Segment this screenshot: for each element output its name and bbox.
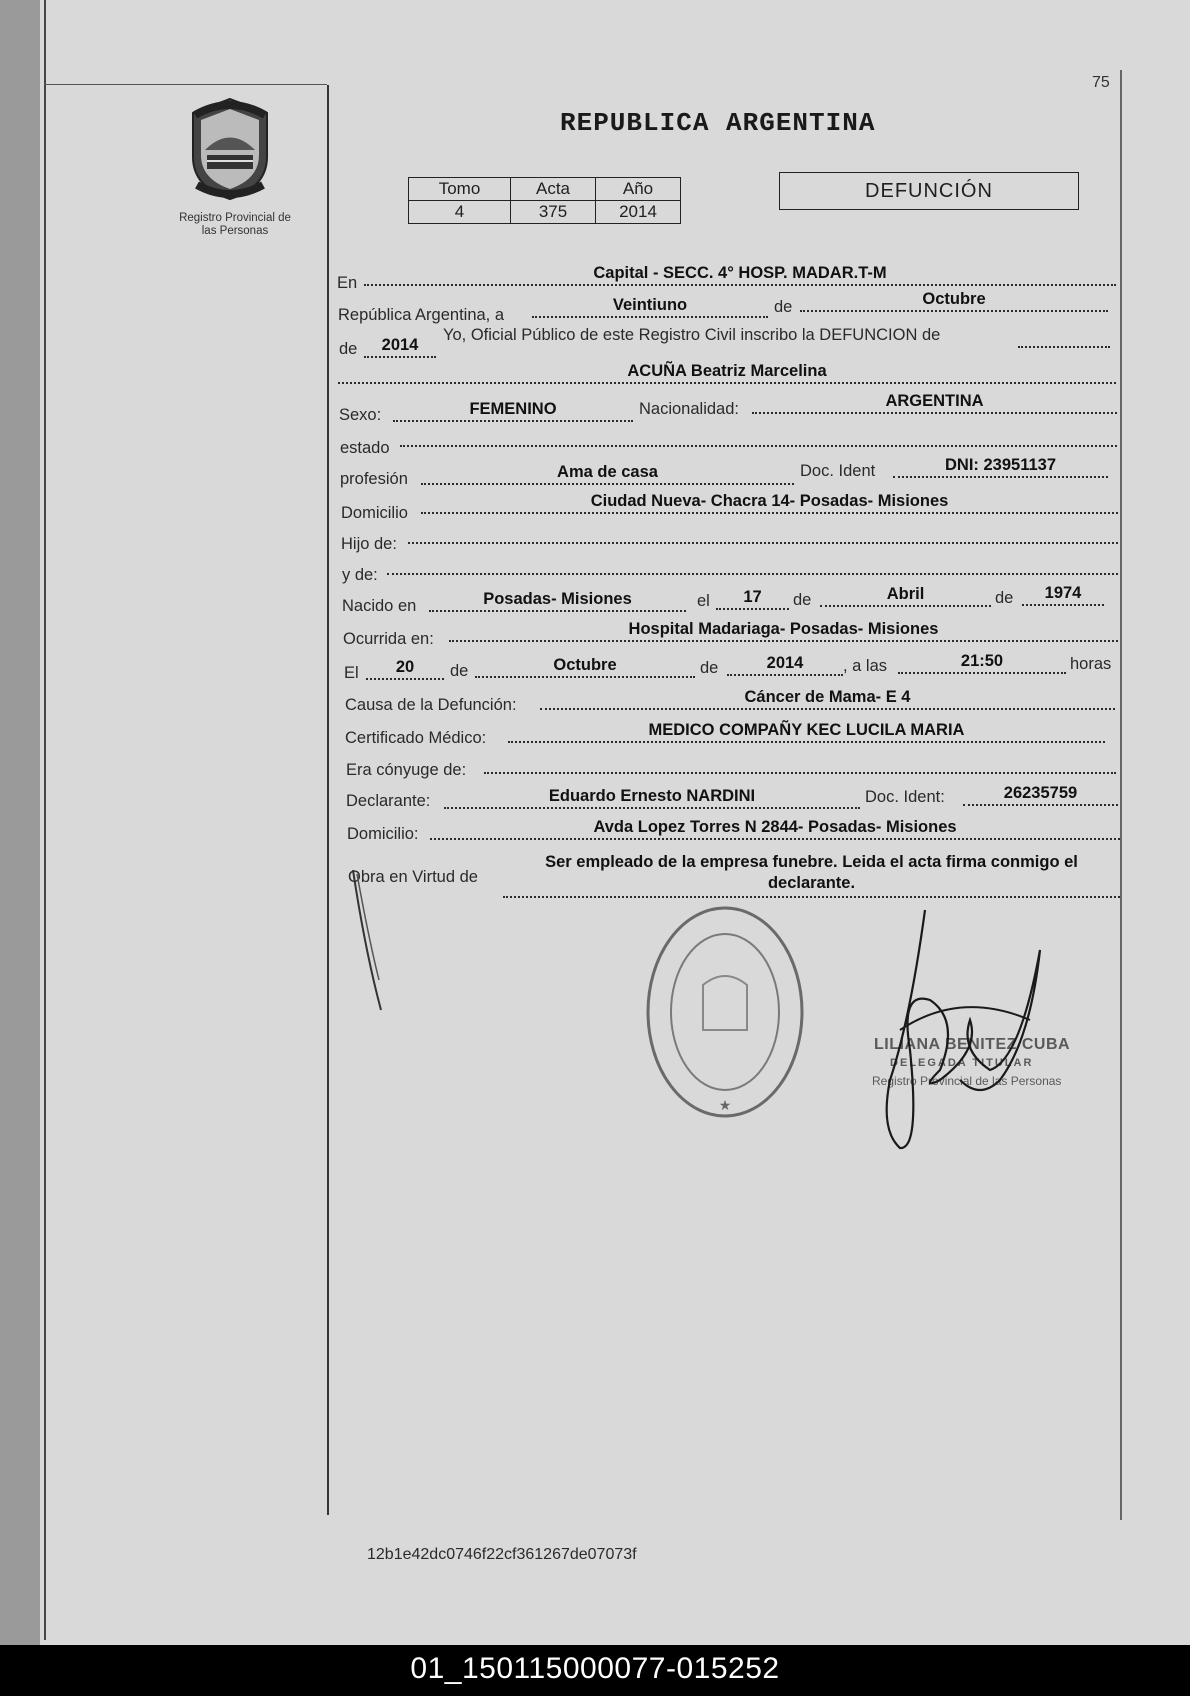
label-horas: horas [1070,655,1112,673]
field-filler-1 [1018,326,1110,348]
label-estado: estado [340,439,390,457]
label-nacionalidad: Nacionalidad: [639,400,739,418]
label-ocurrida-en: Ocurrida en: [343,630,434,648]
field-lugar: Capital - SECC. 4° HOSP. MADAR.T-M [364,264,1116,286]
label-a-las: , a las [843,657,888,675]
label-domicilio-2: Domicilio: [347,825,419,843]
field-ocurrida-en: Hospital Madariaga- Posadas- Misiones [449,620,1118,642]
scan-background [0,0,44,1645]
page-number: 75 [1092,74,1110,91]
field-def-mes: Octubre [475,656,695,678]
label-causa: Causa de la Defunción: [345,696,517,714]
header-tomo: Tomo [409,178,511,201]
label-obra: Obra en Virtud de [348,868,478,886]
label-doc-ident: Doc. Ident [800,462,876,480]
left-margin-line [44,0,46,1640]
label-certificado: Certificado Médico: [345,729,487,747]
field-nombre: ACUÑA Beatriz Marcelina [338,362,1116,384]
official-seal-stamp [645,905,805,1120]
field-domicilio: Ciudad Nueva- Chacra 14- Posadas- Misiones [421,492,1118,514]
field-nacionalidad: ARGENTINA [752,392,1117,414]
label-de-3: de [793,591,812,609]
label-declarante: Declarante: [346,792,431,810]
stamp-name: LILIANA BENITEZ CUBA [874,1036,1071,1053]
field-def-hora: 21:50 [898,652,1066,674]
registry-label-line1: Registro Provincial de [179,212,291,224]
value-acta: 375 [511,201,596,224]
field-nac-dia: 17 [716,588,789,610]
stamp-registry: Registro Provincial de las Personas [872,1074,1062,1088]
document-title: REPUBLICA ARGENTINA [560,108,876,138]
field-declarante-domicilio: Avda Lopez Torres N 2844- Posadas- Misiones [430,818,1120,840]
label-de-1: de [774,298,793,316]
field-conyuge [484,752,1116,774]
label-doc-ident-2: Doc. Ident: [865,788,945,806]
field-nac-anio: 1974 [1022,584,1104,606]
field-mes-inscripcion: Octubre [800,290,1108,312]
header-anio: Año [596,178,681,201]
label-de-5: de [450,662,469,680]
label-domicilio: Domicilio [341,504,408,522]
stamp-title: DELEGADA TITULAR [890,1057,1034,1069]
label-en: En [337,274,358,292]
field-nacido-en: Posadas- Misiones [429,590,686,612]
registry-label-line2: las Personas [201,225,269,237]
footer-bar [0,1645,1190,1696]
label-sexo: Sexo: [339,406,382,424]
field-sexo: FEMENINO [393,400,633,422]
field-dia-inscripcion: Veintiuno [532,296,768,318]
field-causa: Cáncer de Mama- E 4 [540,688,1115,710]
label-de-2: de [339,340,358,358]
handwritten-signature [840,900,1080,1160]
field-profesion: Ama de casa [421,463,794,485]
field-declarante-doc: 26235759 [963,784,1118,806]
label-de-4: de [995,589,1014,607]
label-profesion: profesión [340,470,408,488]
value-anio: 2014 [596,201,681,224]
field-anio-inscripcion: 2014 [364,336,436,358]
field-y-de [387,553,1118,575]
label-El: El [344,664,359,682]
label-de-6: de [700,659,719,677]
field-nac-mes: Abril [820,585,991,607]
field-doc-ident: DNI: 23951137 [893,456,1108,478]
column-divider-line [327,85,329,1515]
pen-mark [345,860,385,1020]
label-el: el [697,592,710,610]
label-nacido-en: Nacido en [342,597,417,615]
svg-text:★: ★ [718,1097,732,1113]
document-hash: 12b1e42dc0746f22cf361267de07073f [367,1546,637,1563]
right-border-line [1120,70,1122,1520]
field-obra: Ser empleado de la empresa funebre. Leida el acta firma conmigo el declarante. [503,852,1120,898]
label-conyuge: Era cónyuge de: [346,761,467,779]
field-def-dia: 20 [366,658,444,680]
record-type-box: DEFUNCIÓN [779,172,1079,210]
field-certificado: MEDICO COMPAÑY KEC LUCILA MARIA [508,721,1105,743]
header-acta: Acta [511,178,596,201]
field-hijo-de [408,522,1118,544]
label-hijo-de: Hijo de: [341,535,397,553]
province-seal-logo [185,95,275,203]
label-yo-oficial: Yo, Oficial Público de este Registro Civil inscribo la DEFUNCION de [443,326,941,344]
record-table [408,177,681,224]
top-rule [44,84,327,85]
label-republica: República Argentina, a [338,306,505,324]
field-def-anio: 2014 [727,654,843,676]
label-y-de: y de: [342,566,378,584]
field-declarante: Eduardo Ernesto NARDINI [444,787,860,809]
footer-id: 01_150115000077-015252 [410,1652,780,1685]
registry-label [160,212,310,238]
field-estado [400,425,1117,447]
value-tomo: 4 [409,201,511,224]
